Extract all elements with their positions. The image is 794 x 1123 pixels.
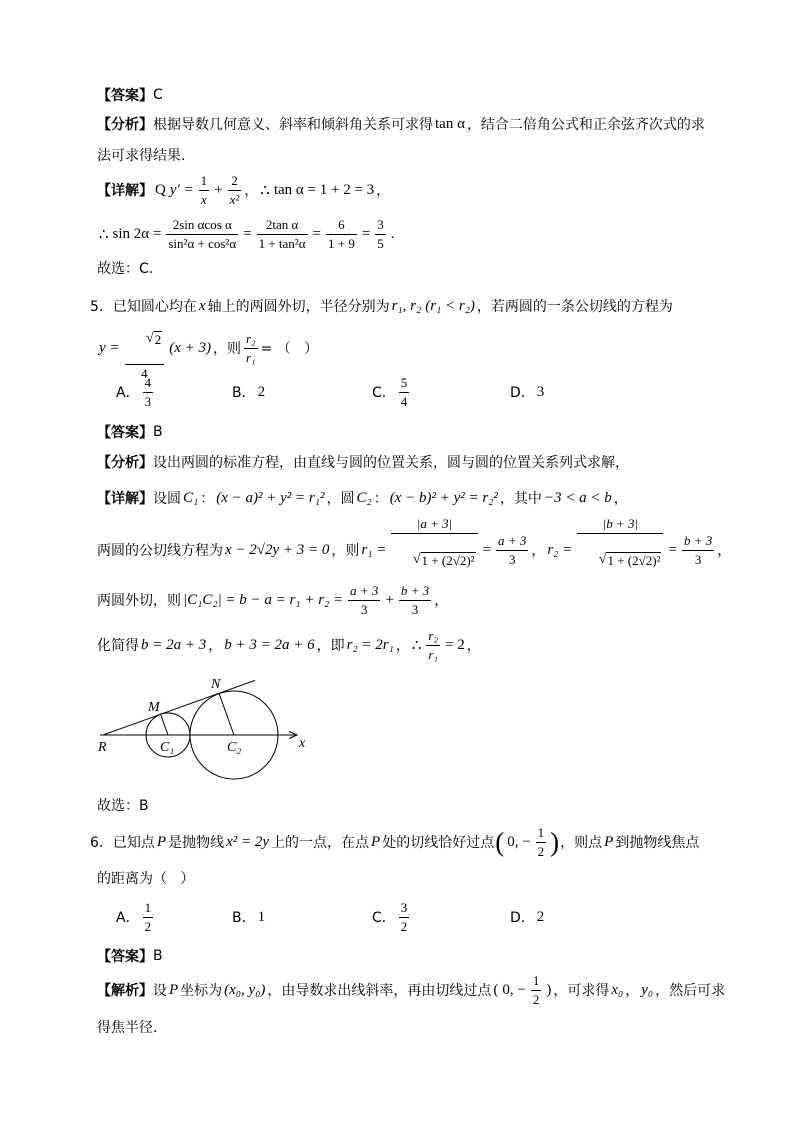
numerator: 6 bbox=[326, 217, 357, 235]
denominator: 3 bbox=[411, 601, 419, 617]
numerator: 1 bbox=[199, 173, 210, 191]
fraction bbox=[399, 375, 410, 409]
solution-text: ，可求得 bbox=[553, 983, 610, 999]
q6-option-c bbox=[372, 892, 412, 942]
detail-text: 设圆 bbox=[153, 491, 181, 507]
conclusion-text: 故选：B bbox=[97, 798, 149, 814]
analysis-text: 根据导数几何意义、斜率和倾斜角关系可求得 bbox=[153, 117, 433, 133]
math-expression: |C₁C₂| = b − a = r₁ + r₂ = bbox=[183, 591, 344, 608]
open-paren: ( bbox=[493, 981, 499, 998]
denominator: r₁ bbox=[428, 646, 438, 662]
therefore-symbol: ∴ bbox=[99, 226, 109, 243]
detail-text: ， bbox=[395, 638, 410, 654]
equals-sign: = bbox=[243, 225, 252, 242]
analysis-label: 【分析】 bbox=[97, 117, 153, 133]
q4-analysis-line-1 bbox=[97, 99, 705, 149]
denominator: 3 bbox=[694, 551, 702, 567]
label-c2: C₂ bbox=[227, 740, 242, 755]
close-paren: ) bbox=[550, 826, 560, 857]
analysis-text: ，结合二倍角公式和正余弦齐次式的求 bbox=[466, 117, 705, 133]
fraction bbox=[228, 173, 242, 207]
numerator: 2 bbox=[228, 173, 242, 191]
math-expression: (x₀, y₀) bbox=[224, 981, 266, 998]
solution-text: 得焦半径． bbox=[97, 1020, 167, 1036]
radicand: 1 + (2√2)² bbox=[421, 552, 475, 568]
math-expression: (x + 3) bbox=[169, 339, 211, 356]
math-expression: 0, − bbox=[507, 833, 531, 850]
math-variable: x bbox=[198, 297, 206, 314]
detail-text: 化简得 bbox=[97, 638, 139, 654]
fraction bbox=[536, 825, 547, 859]
answer-label: 【答案】 bbox=[97, 88, 153, 104]
comma: ， bbox=[376, 183, 391, 199]
stem-text: 6．已知点 bbox=[90, 835, 155, 851]
tangent-circles-figure bbox=[90, 665, 320, 790]
comma: ， bbox=[244, 183, 259, 199]
math-expression: (r₁ < r₂) bbox=[425, 297, 475, 314]
denominator: 1 + 9 bbox=[327, 235, 355, 251]
stem-text: ，则 bbox=[213, 341, 241, 357]
option-letter: A． bbox=[116, 910, 140, 926]
radicand: 1 + (2√2)² bbox=[607, 552, 661, 568]
q5-option-c bbox=[372, 367, 412, 417]
q6-option-d bbox=[510, 892, 546, 942]
numerator: 1 bbox=[143, 900, 154, 918]
label-n: N bbox=[211, 677, 221, 692]
numerator: a + 3 bbox=[348, 583, 380, 601]
detail-label: 【详解】 bbox=[97, 183, 153, 199]
fraction bbox=[143, 375, 154, 409]
fraction bbox=[257, 217, 308, 251]
denominator: 2 bbox=[400, 918, 408, 934]
q5-detail-line-1 bbox=[97, 473, 628, 523]
radius-c2-to-n bbox=[219, 694, 234, 735]
option-letter: D． bbox=[510, 910, 535, 926]
math-expression: r₁, r₂ bbox=[391, 297, 422, 314]
numerator: 2tan α bbox=[257, 217, 308, 235]
math-variable: P bbox=[371, 833, 381, 850]
solution-text: 坐标为 bbox=[180, 983, 223, 999]
math-expression: 0, − bbox=[502, 981, 526, 998]
math-variable: x₀ bbox=[611, 981, 624, 998]
numerator: 1 bbox=[536, 825, 547, 843]
option-value: 2 bbox=[257, 383, 266, 400]
numerator: 4 bbox=[143, 375, 154, 393]
math-tan-alpha: tan α bbox=[435, 115, 465, 132]
close-paren: ) bbox=[546, 981, 552, 998]
label-c1: C₁ bbox=[160, 740, 175, 755]
detail-text: ， bbox=[613, 491, 628, 507]
solution-label: 【解析】 bbox=[97, 983, 153, 999]
math-expression: (x − b)² + y² = r₂² bbox=[389, 489, 498, 506]
numerator: b + 3 bbox=[399, 583, 431, 601]
option-letter: B． bbox=[232, 910, 256, 926]
numerator bbox=[125, 314, 165, 364]
equals-sign: = bbox=[361, 225, 371, 242]
stem-text: 处的切线恰好过点 bbox=[382, 835, 495, 851]
math-variable: P bbox=[156, 833, 167, 850]
option-value: 2 bbox=[536, 908, 545, 925]
fraction bbox=[166, 217, 238, 251]
fraction bbox=[326, 217, 357, 251]
detail-text: ，即 bbox=[316, 638, 345, 654]
square-root bbox=[599, 552, 662, 568]
stem-text: 上的一点，在点 bbox=[271, 835, 370, 851]
fraction bbox=[399, 583, 431, 617]
option-letter: A． bbox=[116, 385, 140, 401]
math-variable: y₀ bbox=[641, 981, 654, 998]
math-expression: r₁ = bbox=[361, 541, 387, 558]
detail-text: ， bbox=[531, 543, 546, 559]
denominator: 3 bbox=[361, 601, 368, 617]
fraction bbox=[348, 583, 380, 617]
detail-label: 【详解】 bbox=[97, 491, 153, 507]
label-m: M bbox=[148, 700, 160, 715]
denominator: 4 bbox=[400, 393, 408, 409]
plus-sign: + bbox=[385, 591, 394, 608]
denominator: 2 bbox=[144, 918, 152, 934]
detail-text: ，其中 bbox=[499, 491, 542, 507]
numerator: |b + 3| bbox=[577, 516, 663, 534]
answer-value: B bbox=[153, 948, 163, 964]
math-expression: C₂ bbox=[356, 489, 372, 506]
denominator bbox=[577, 534, 663, 583]
math-expression: r₂ = bbox=[547, 541, 573, 558]
label-x-axis: x bbox=[299, 736, 306, 751]
q5-stem-line-2 bbox=[97, 323, 319, 381]
solution-text: ， bbox=[625, 983, 640, 999]
square-root bbox=[413, 552, 476, 568]
numerator: 1 bbox=[531, 973, 542, 991]
stem-text: ，若两圆的一条公切线的方程为 bbox=[476, 299, 673, 315]
denominator: 5 bbox=[377, 235, 384, 251]
q5-option-d bbox=[510, 367, 546, 417]
math-variable: P bbox=[604, 833, 614, 850]
denominator: sin²α + cos²α bbox=[168, 235, 237, 251]
numerator: 3 bbox=[399, 900, 410, 918]
q6-solution-line-2 bbox=[97, 1002, 167, 1052]
stem-text: 到抛物线焦点 bbox=[615, 835, 700, 851]
option-letter: C． bbox=[372, 910, 396, 926]
denominator: r₁ bbox=[246, 349, 256, 365]
math-expression: y = bbox=[99, 339, 120, 356]
denominator: 3 bbox=[508, 551, 516, 567]
equals-sign: = bbox=[668, 541, 677, 558]
detail-text: 两圆外切，则 bbox=[97, 593, 181, 609]
detail-text: ，圆 bbox=[326, 491, 355, 507]
option-value: 3 bbox=[536, 383, 545, 400]
answer-value: C bbox=[153, 87, 163, 103]
math-variable: P bbox=[169, 981, 179, 998]
math-expression: = 2 bbox=[445, 636, 465, 653]
detail-text: ： bbox=[373, 491, 388, 507]
option-letter: B． bbox=[232, 385, 256, 401]
analysis-label: 【分析】 bbox=[97, 455, 153, 471]
numerator: a + 3 bbox=[496, 533, 528, 551]
answer-label: 【答案】 bbox=[97, 949, 153, 965]
math-expression: C₁ bbox=[183, 489, 199, 506]
denominator: 4 bbox=[141, 365, 148, 381]
q5-detail-line-2 bbox=[97, 516, 732, 575]
answer-blank: = （ ） bbox=[260, 341, 319, 357]
analysis-text: 设出两圆的标准方程，由直线与圆的位置关系，圆与圆的位置关系列式求解， bbox=[153, 455, 629, 471]
detail-text: ： bbox=[200, 491, 215, 507]
therefore-symbol: ∴ bbox=[260, 182, 270, 199]
label-r: R bbox=[98, 740, 107, 755]
fraction bbox=[143, 900, 154, 934]
fraction bbox=[399, 900, 410, 934]
stem-text: 轴上的两圆外切，半径分别为 bbox=[207, 299, 390, 315]
math-expression: x − 2√2y + 3 = 0 bbox=[225, 541, 330, 558]
detail-text: ， bbox=[466, 638, 481, 654]
fraction bbox=[577, 516, 663, 583]
denominator: 2 bbox=[537, 843, 545, 859]
answer-label: 【答案】 bbox=[97, 425, 153, 441]
stem-text: 的距离为（ ） bbox=[97, 871, 195, 887]
because-symbol: Q bbox=[155, 181, 166, 198]
q5-option-b bbox=[232, 367, 267, 417]
fraction bbox=[531, 973, 542, 1007]
denominator: x² bbox=[229, 191, 240, 207]
option-letter: C． bbox=[372, 385, 396, 401]
numerator: |a + 3| bbox=[391, 516, 477, 534]
radical-sign: √ bbox=[598, 551, 607, 567]
denominator: 3 bbox=[144, 393, 152, 409]
option-letter: D． bbox=[510, 385, 535, 401]
solution-text: ，由导数求出线斜率，再由切线过点 bbox=[267, 983, 492, 999]
fraction bbox=[682, 533, 714, 567]
open-paren: ( bbox=[495, 826, 505, 857]
math-expression: tan α = 1 + 2 = 3 bbox=[273, 181, 375, 198]
fraction bbox=[375, 217, 386, 251]
radical-sign: √ bbox=[146, 331, 154, 347]
fraction bbox=[199, 173, 210, 207]
therefore-symbol: ∴ bbox=[411, 637, 422, 654]
math-expression: (x − a)² + y² = r₁² bbox=[216, 489, 325, 506]
detail-text: ，则 bbox=[331, 543, 360, 559]
plus-sign: + bbox=[214, 181, 223, 198]
detail-text: 两圆的公切线方程为 bbox=[97, 543, 223, 559]
numerator: 3 bbox=[375, 217, 386, 235]
square-root bbox=[146, 331, 162, 347]
equals-sign: = bbox=[482, 541, 492, 558]
q6-option-b bbox=[232, 892, 267, 942]
derivative-lhs: y′ = bbox=[169, 181, 194, 198]
q5-detail-line-3 bbox=[97, 575, 448, 625]
math-expression: r₂ = 2r₁ bbox=[346, 636, 394, 653]
conclusion-text: 故选：C. bbox=[97, 261, 154, 277]
numerator: 5 bbox=[399, 375, 410, 393]
radical-sign: √ bbox=[412, 551, 421, 567]
denominator: x bbox=[201, 191, 207, 207]
q4-detail-line-1 bbox=[97, 165, 390, 215]
analysis-text: 法可求得结果. bbox=[97, 148, 186, 164]
option-value: 1 bbox=[257, 908, 266, 925]
answer-value: B bbox=[153, 424, 163, 440]
math-expression: b + 3 = 2a + 6 bbox=[224, 636, 315, 653]
fraction bbox=[391, 516, 477, 583]
detail-text: ， bbox=[434, 593, 449, 609]
radius-c1-to-m bbox=[161, 714, 168, 735]
q6-solution-line-1 bbox=[97, 965, 725, 1015]
fraction bbox=[244, 331, 258, 365]
math-expression: x² = 2y bbox=[226, 833, 270, 850]
detail-text: ， bbox=[208, 638, 223, 654]
solution-text: 设 bbox=[153, 983, 167, 999]
math-expression: b = 2a + 3 bbox=[141, 636, 207, 653]
math-expression: −3 < a < b bbox=[543, 489, 612, 506]
fraction bbox=[496, 533, 528, 567]
q5-detail-line-4 bbox=[97, 620, 481, 670]
math-expression: sin 2α = bbox=[112, 225, 162, 242]
common-tangent-line bbox=[103, 680, 255, 735]
stem-text: 5．已知圆心均在 bbox=[90, 299, 197, 315]
detail-text: ， bbox=[717, 543, 732, 559]
numerator: b + 3 bbox=[682, 533, 714, 551]
numerator: 2sin αcos α bbox=[166, 217, 238, 235]
numerator: r₂ bbox=[244, 331, 258, 349]
denominator: 1 + tan²α bbox=[258, 235, 306, 251]
stem-text: ，则点 bbox=[560, 835, 603, 851]
fraction bbox=[426, 628, 440, 662]
stem-text: 是抛物线 bbox=[168, 835, 225, 851]
denominator: 2 bbox=[532, 991, 540, 1007]
equals-sign: = bbox=[312, 225, 321, 242]
numerator: r₂ bbox=[426, 628, 440, 646]
period: . bbox=[390, 225, 395, 242]
radicand: 2 bbox=[154, 332, 162, 348]
solution-text: ，然后可求 bbox=[655, 983, 726, 999]
